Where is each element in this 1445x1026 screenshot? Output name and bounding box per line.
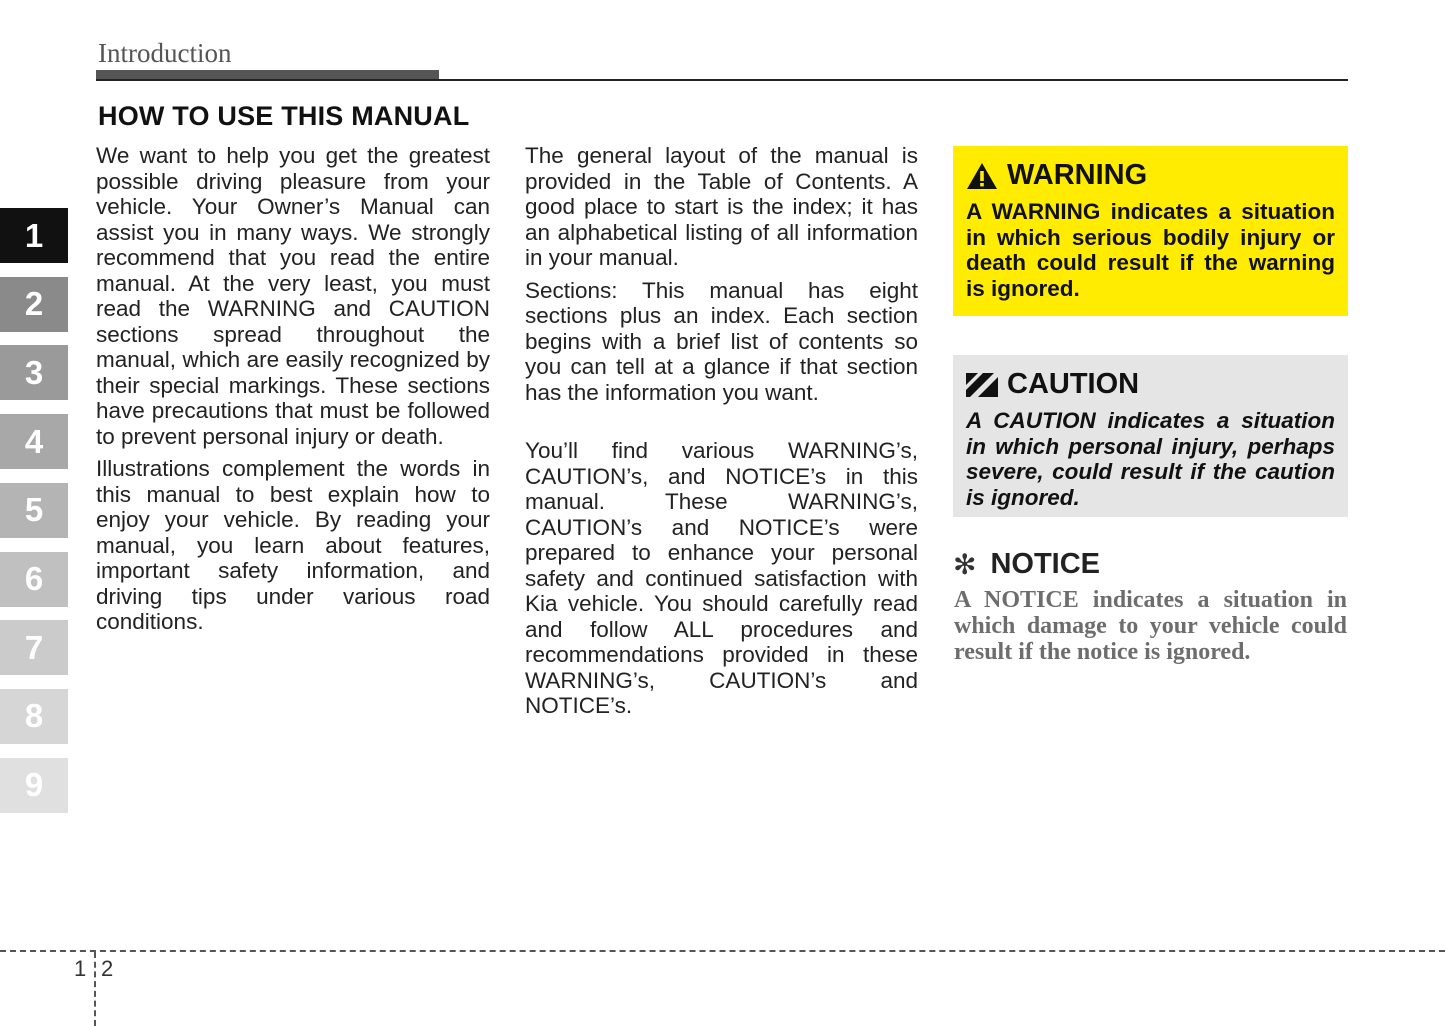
warning-triangle-icon — [966, 162, 998, 190]
paragraph: The general layout of the manual is provided in the Table of Contents. A good place to start is the index; it has an alphabetical listing of all information in your manual. — [525, 143, 918, 270]
chapter-tab-1[interactable]: 1 — [0, 208, 68, 263]
chapter-tab-7[interactable]: 7 — [0, 620, 68, 675]
section-heading: HOW TO USE THIS MANUAL — [98, 101, 470, 131]
page-chapter-number: 1 — [74, 956, 87, 981]
caution-title — [966, 368, 1139, 401]
paragraph: We want to help you get the greatest possible driving pleasure from your vehicle. Your Owner’s Manual can assist you in many ways. We strongly recommend that you read the entire manual. At the very least, you must read the WARNING and CAUTION sections spread throughout the manual, which are easily recognized by their special markings. These sections have precautions that must be followed to prevent personal injury or death. — [96, 143, 490, 449]
footer-divider — [94, 952, 96, 1026]
notice-title-text: NOTICE — [990, 548, 1101, 580]
header-rule — [96, 79, 1348, 81]
notice-body: A NOTICE indicates a situation in which damage to your vehicle could result if the notice is ignored. — [954, 587, 1347, 665]
caution-stripes-icon — [966, 373, 998, 397]
body-column-2 — [525, 143, 918, 726]
asterisk-icon: ✻ — [953, 549, 977, 580]
caution-body: A CAUTION indicates a situation in which personal injury, perhaps severe, could result if the caution is ignored. — [966, 408, 1335, 510]
paragraph: Illustrations complement the words in this manual to best explain how to enjoy your vehicle. By reading your manual, you learn about features, important safety information, and driving tips under various road conditions. — [96, 456, 490, 634]
paragraph: Sections: This manual has eight sections plus an index. Each section begins with a brief list of contents so you can tell at a glance if that section has the information you want. — [525, 277, 918, 405]
chapter-tab-9[interactable]: 9 — [0, 758, 68, 813]
warning-box — [953, 146, 1348, 316]
chapter-tab-8[interactable]: 8 — [0, 689, 68, 744]
caution-title-text: CAUTION — [1007, 368, 1140, 400]
paragraph: You’ll find various WARNING’s, CAUTION’s, and NOTICE’s in this manual. These WARNING’s, CAUTION’s and NOTICE’s were prepared to enhance your personal safety and continued satisfaction with Kia vehicle. You should carefully read and follow ALL procedures and recommendations provided in these WARNING’s, CAUTION’s and NOTICE’s. — [525, 438, 918, 718]
chapter-tab-4[interactable]: 4 — [0, 414, 68, 469]
footer-rule — [0, 950, 1445, 952]
notice-title — [953, 548, 1100, 581]
warning-title-text: WARNING — [1007, 159, 1148, 191]
chapter-tab-3[interactable]: 3 — [0, 345, 68, 400]
page-number: 2 — [101, 956, 114, 981]
chapter-tab-5[interactable]: 5 — [0, 483, 68, 538]
caution-box — [953, 355, 1348, 517]
header-title: Introduction — [98, 38, 232, 68]
warning-body: A WARNING indicates a situation in which serious bodily injury or death could result if the warning is ignored. — [966, 199, 1335, 301]
warning-title — [966, 159, 1147, 192]
chapter-tab-6[interactable]: 6 — [0, 552, 68, 607]
body-column-1 — [96, 143, 490, 642]
spacer — [525, 412, 918, 438]
chapter-tab-2[interactable]: 2 — [0, 277, 68, 332]
